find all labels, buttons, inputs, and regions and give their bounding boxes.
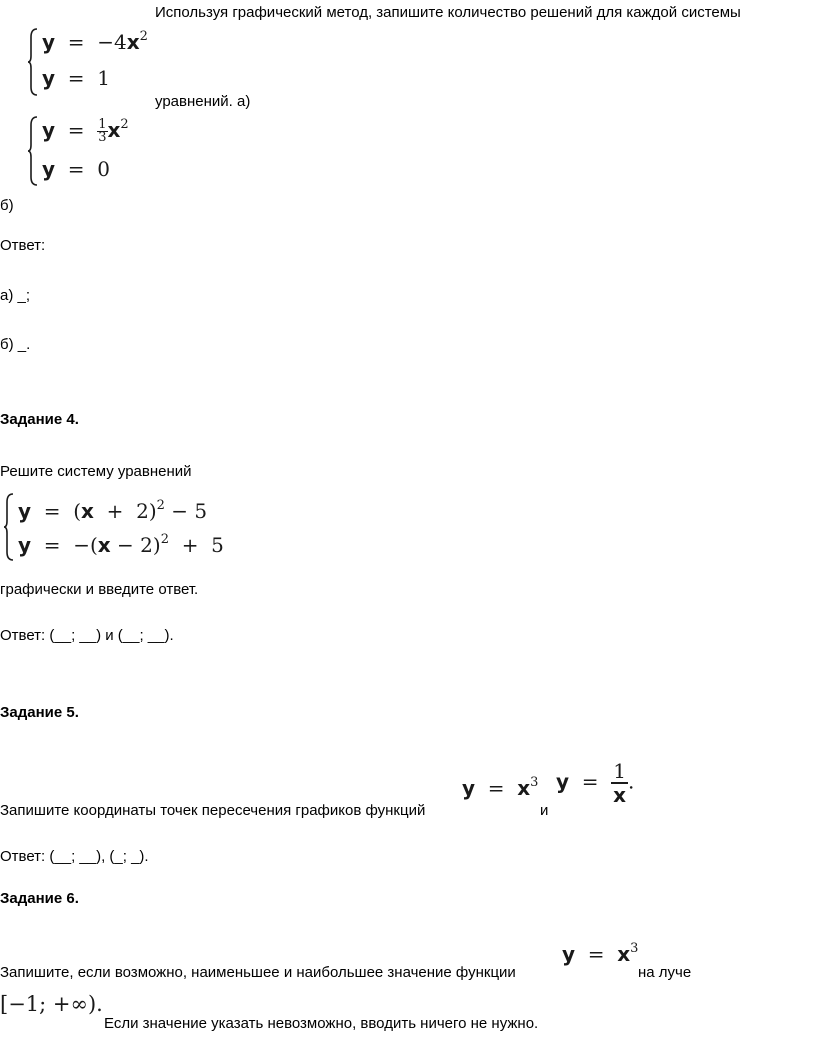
brace-icon — [28, 116, 38, 186]
system-a-eq2: y = 1 — [42, 66, 110, 90]
label-b: б) — [0, 197, 14, 214]
task4-eq2: $y = -(x - 2)^2 + 5$ — [18, 532, 224, 557]
task5-conj: и — [540, 802, 549, 819]
task4-after: графически и введите ответ. — [0, 581, 199, 598]
task6-note: Если значение указать невозможно, вводить ничего не нужно. — [104, 1015, 539, 1032]
system-a-eq1: $y = -4x^2$ — [42, 29, 148, 54]
task4-system — [4, 493, 224, 561]
brace-icon — [28, 28, 38, 96]
task6-suffix: на луче — [638, 964, 692, 981]
task5-f2: y = $\frac{1}{x}$ . — [556, 759, 635, 807]
task3-intro-line1: Используя графический метод, запишите количество решений для каждой системы — [155, 4, 741, 21]
answer-b: б) _. — [0, 336, 31, 353]
task3-intro-line2: уравнений. а) — [155, 93, 251, 110]
task4-eq1: $y = (x + 2)^2 - 5$ — [18, 498, 208, 523]
task6-interval: [−1; +∞). — [0, 992, 103, 1016]
task6-prompt: Запишите, если возможно, наименьшее и наибольшее значение функции — [0, 964, 516, 981]
brace-icon — [4, 493, 14, 561]
system-b — [28, 116, 158, 186]
task5-prompt: Запишите координаты точек пересечения графиков функций — [0, 802, 426, 819]
task5-heading: Задание 5. — [0, 704, 79, 721]
task4-heading: Задание 4. — [0, 411, 79, 428]
task6-func: $y = x^3$ — [562, 941, 639, 966]
task5-answer: Ответ: (__; __), (_; _). — [0, 848, 149, 865]
task6-heading: Задание 6. — [0, 890, 79, 907]
task4-answer: Ответ: (__; __) и (__; __). — [0, 627, 174, 644]
answer-label: Ответ: — [0, 237, 46, 254]
system-b-eq1: y = $\frac{1}{3}$ $x^2$ — [42, 117, 129, 145]
answer-a: а) _; — [0, 287, 31, 304]
system-a — [28, 28, 158, 96]
task5-f1: $y = x^3$ — [462, 775, 539, 800]
system-b-eq2: y = 0 — [42, 157, 110, 181]
task4-prompt: Решите систему уравнений — [0, 463, 192, 480]
